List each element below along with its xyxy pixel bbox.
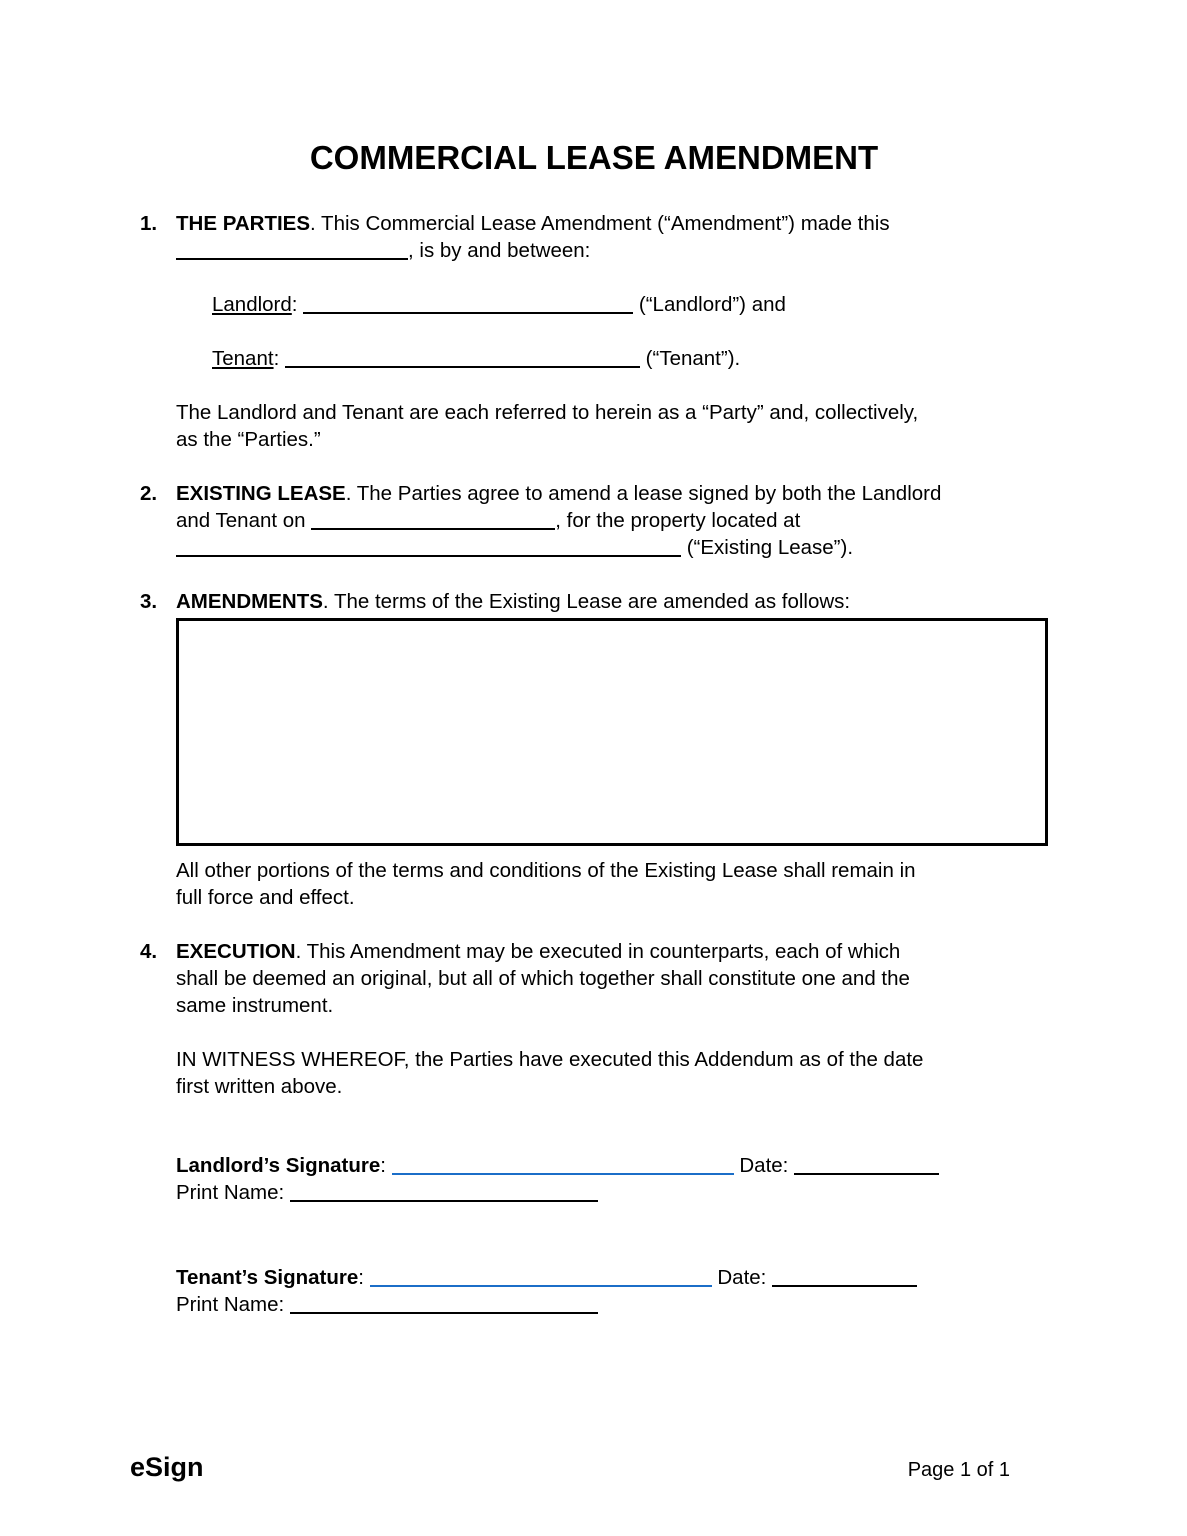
landlord-print-name-label: Print Name: [176,1181,285,1204]
tenant-signature-label: Tenant’s Signature [176,1266,359,1289]
lease-date-blank[interactable] [311,515,555,530]
amendments-textbox[interactable] [176,618,1048,846]
tenant-signature-block [176,1264,1048,1318]
section-heading: THE PARTIES [176,212,311,235]
existing-lease-line1 [176,480,1048,507]
amendments-text1: . The terms of the Existing Lease are amended as follows: [322,590,851,613]
tenant-name-blank[interactable] [285,353,640,368]
tenant-print-name-row [176,1291,1048,1318]
section-number: 2. [140,482,158,505]
tenant-suffix: (“Tenant”). [645,347,741,370]
existing-lease-text4: (“Existing Lease”). [686,536,854,559]
tenant-label: Tenant [212,347,274,370]
section-execution [140,938,1048,1318]
tenant-signature-colon: : [358,1266,364,1289]
amendments-note [176,857,1048,911]
tenant-print-name-label: Print Name: [176,1293,285,1316]
section-heading: EXECUTION [176,940,296,963]
landlord-signature-block [176,1152,1048,1206]
parties-intro-text2: , is by and between: [408,239,591,262]
landlord-signature-label: Landlord’s Signature [176,1154,381,1177]
witness-line2: first written above. [176,1075,343,1098]
landlord-suffix: (“Landlord”) and [638,293,786,316]
execution-line2: shall be deemed an original, but all of which together shall constitute one and the [176,967,910,990]
section-number: 1. [140,212,158,235]
parties-note-line2: as the “Parties.” [176,428,321,451]
parties-intro-line1 [176,210,1048,237]
amendment-date-blank[interactable] [176,245,408,260]
section-heading: EXISTING LEASE [176,482,346,505]
amendments-note-line1: All other portions of the terms and conditions of the Existing Lease shall remain in [176,859,916,882]
document-title: COMMERCIAL LEASE AMENDMENT [309,139,879,176]
tenant-row [176,345,1048,372]
existing-lease-line3 [176,534,1048,561]
section-number: 3. [140,590,158,613]
parties-intro-text: . This Commercial Lease Amendment (“Amendment”) made this [310,212,890,235]
tenant-signature-row [176,1264,1048,1291]
tenant-colon: : [273,347,280,370]
existing-lease-text3: , for the property located at [555,509,801,532]
landlord-row [176,291,1048,318]
execution-text1: . This Amendment may be executed in counterparts, each of which [295,940,901,963]
amendments-line1 [176,588,1048,615]
section-number: 4. [140,940,158,963]
witness-line1: IN WITNESS WHEREOF, the Parties have executed this Addendum as of the date [176,1048,924,1071]
tenant-date-label: Date: [717,1266,767,1289]
landlord-colon: : [291,293,298,316]
property-address-blank[interactable] [176,542,681,557]
parties-note [176,399,1048,453]
page-number: Page 1 of 1 [907,1459,1010,1481]
parties-intro-line2 [176,237,1048,264]
landlord-print-name-row [176,1179,1048,1206]
landlord-signature-row [176,1152,1048,1179]
tenant-signature-field[interactable] [370,1272,712,1287]
execution-line1 [176,938,1048,965]
execution-line3: same instrument. [176,994,334,1017]
existing-lease-line2 [176,507,1048,534]
landlord-print-name-field[interactable] [290,1187,598,1202]
landlord-signature-colon: : [380,1154,386,1177]
amendments-note-line2: full force and effect. [176,886,355,909]
page-footer [130,1452,1048,1484]
section-existing-lease [140,480,1048,588]
landlord-signature-field[interactable] [392,1160,734,1175]
landlord-date-label: Date: [739,1154,789,1177]
existing-lease-text1: . The Parties agree to amend a lease signed by both the Landlord [345,482,942,505]
witness-paragraph [176,1046,1048,1100]
landlord-label: Landlord [212,293,292,316]
section-heading: AMENDMENTS [176,590,323,613]
section-the-parties [140,210,1048,480]
esign-logo: eSign [130,1452,204,1482]
tenant-print-name-field[interactable] [290,1299,598,1314]
parties-note-line1: The Landlord and Tenant are each referred to herein as a “Party” and, collectively, [176,401,919,424]
landlord-date-field[interactable] [794,1160,939,1175]
existing-lease-text2: and Tenant on [176,509,306,532]
tenant-date-field[interactable] [772,1272,917,1287]
section-amendments [140,588,1048,938]
execution-paragraph [176,938,1048,1019]
landlord-name-blank[interactable] [303,299,633,314]
